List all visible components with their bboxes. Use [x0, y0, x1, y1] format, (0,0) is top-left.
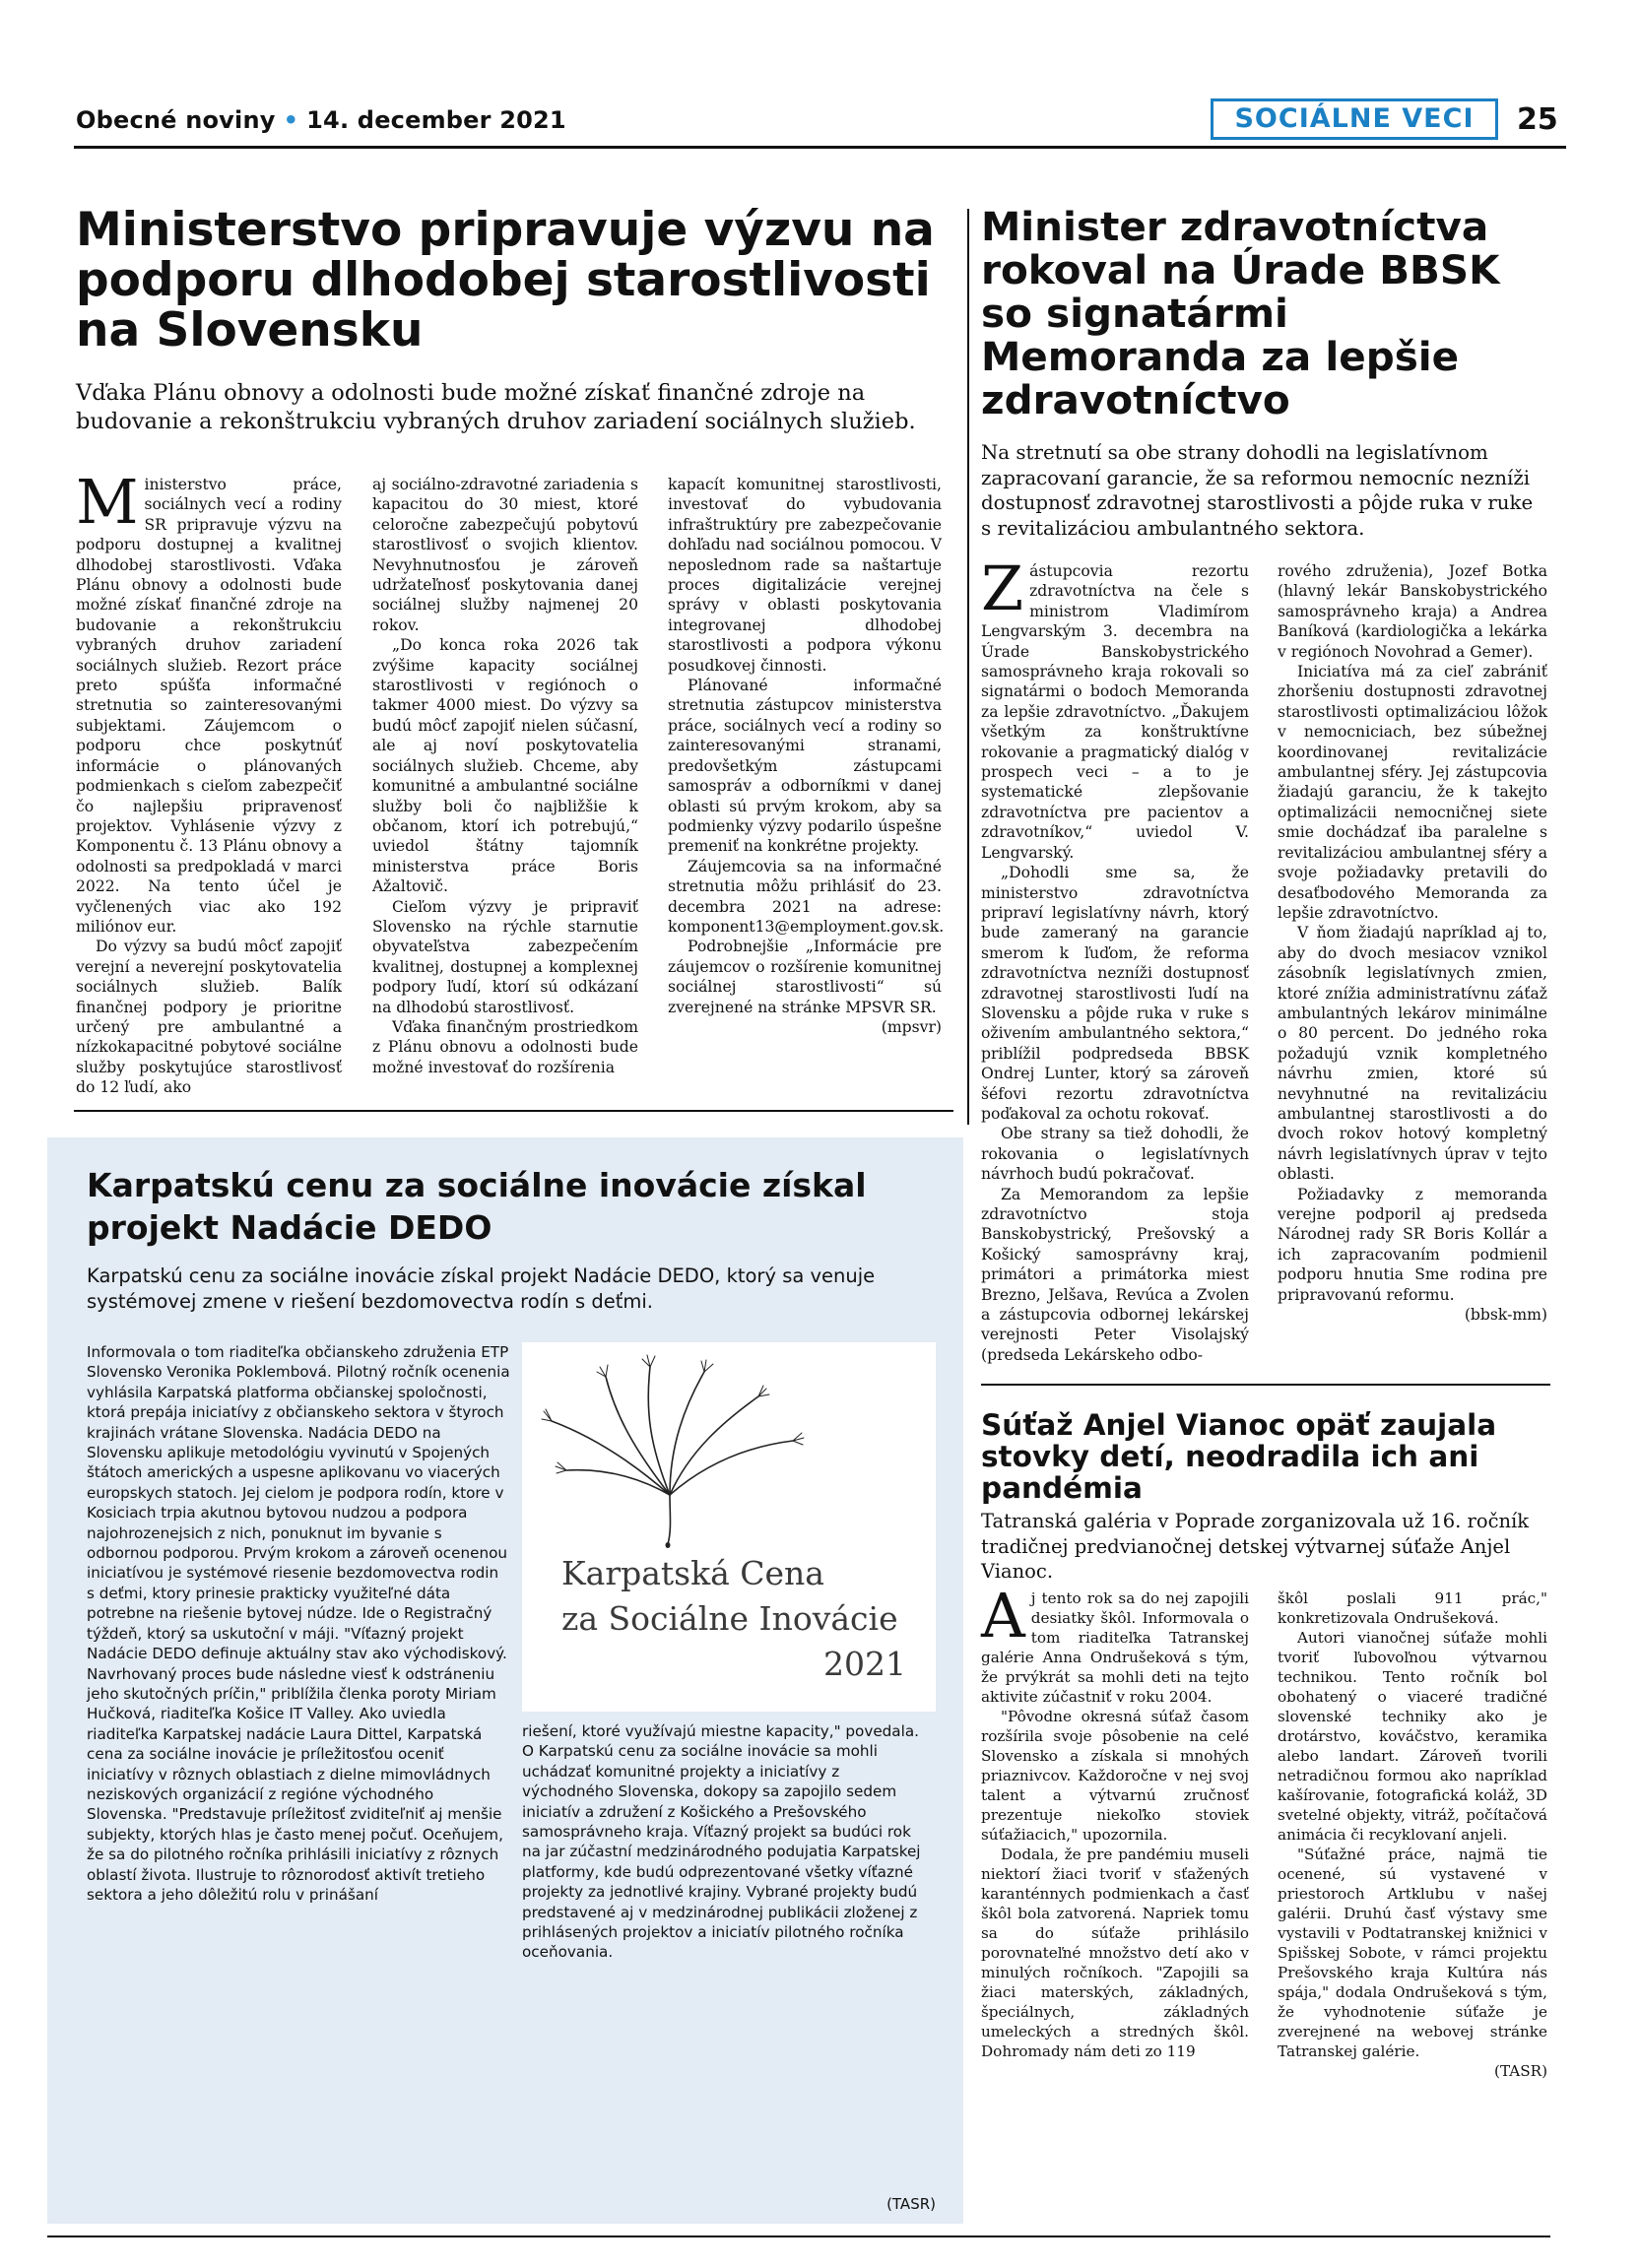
- article2-dropcap: Z: [981, 552, 1024, 624]
- article4-lead: Tatranská galéria v Poprade zorganizovala už 16. ročník tradičnej predvianočnej detskej výtvarnej súťaže Anjel Vianoc.: [981, 1510, 1530, 1583]
- article2-title: Minister zdravotníctva rokoval na Úrade BBSK so signatármi Memoranda za lepšie zdravotníctvo: [981, 203, 1500, 423]
- publication-name: Obecné noviny: [76, 106, 276, 134]
- article2-column-1: Zástupcovia rezortu zdravotníctva na čele s ministrom Vladimírom Lengvarským 3. decembra na Úrade Banskobystrického samosprávneho kraja rokovali so signatármi o bodoch Memoranda za lepšie zdravotníctvo. „Ďakujem všetkým za konštruktívne rokovanie a pragmatický dialóg v prospech veci – a to je systematické zlepšovanie zdravotníctva pre pacientov a zdravotníkov,“ uviedol V. Lengvarský. „Dohodli sme sa, že ministerstvo zdravotníctva pripraví legislatívny návrh, ktorý bude zameraný na garancie smerom k ľuďom, že reforma zdravotníctva nezníži dostupnosť zdravotnej starostlivosti ľudí na Slovensku a pôjde ruka v ruke s oživením ambulantného sektora,“ priblížil podpredseda BBSK Ondrej Lunter, ktorý sa zároveň šéfovi rezortu zdravotníctva poďakoval za ochotu rokovať. Obe strany sa tiež dohodli, že rokovania o legislatívnych návrhoch budú pokračovať. Za Memorandom za lepšie zdravotníctvo stoja Banskobystrický, Prešovský a Košický samosprávny kraj, primátori a primátorka miest Brezno, Jelšava, Revúca a Zvolen a zástupcovia odbornej lekárskej verejnosti Peter Visolajský (predseda Lekárskeho odbo-: [981, 552, 1249, 1364]
- article2-byline: (bbsk-mm): [1464, 1306, 1547, 1325]
- article1-dropcap: M: [76, 466, 139, 538]
- page-number: 25: [1517, 102, 1558, 137]
- article3-title: Karpatskú cenu za sociálne inovácie získal projekt Nadácie DEDO: [87, 1166, 867, 1247]
- section-badge: SOCIÁLNE VECI: [1211, 98, 1498, 140]
- article4-dropcap: A: [981, 1580, 1025, 1652]
- header-rule: [74, 146, 1566, 149]
- page-header: [76, 106, 566, 134]
- article4-column-1: Aj tento rok sa do nej zapojili desiatky škôl. Informovala o tom riaditeľka Tatranskej galérie Anna Ondrušeková s tým, že prvýkrát sa mohli deti na tejto aktivite zúčastniť v roku 2004. "Pôvodne okresná súťaž časom rozšírila svoje pôsobenie na celé Slovensko a získala si mnohých priaznivcov. Každoročne v nej svoj talent a výtvarnú zručnosť prezentuje niekoľko stoviek súťažiacich," upozornila. Dodala, že pre pandémiu museli niektorí žiaci tvoriť v sťažených karanténnych podmienkach a časť škôl bola zatvorená. Napriek tomu sa do súťaže prihlásilo porovnateľné množstvo detí ako v minulých ročníkoch. "Zapojili sa žiaci materských, základných, špeciálnych, základných umeleckých a stredných škôl. Dohromady nám deti zo 119: [981, 1580, 1249, 2060]
- page-bottom-rule: [47, 2236, 1550, 2237]
- article3-lead: Karpatskú cenu za sociálne inovácie získal projekt Nadácie DEDO, ktorý sa venuje systémovej zmene v riešení bezdomovectva rodín s deťmi.: [87, 1264, 876, 1313]
- article1-column-1: Ministerstvo práce, sociálnych vecí a rodiny SR pripravuje výzvu na podporu dostupnej a kvalitnej dlhodobej starostlivosti. Vďaka Plánu obnovy a odolnosti bude možné získať finančné zdroje na budovanie a rekonštrukciu vybraných druhov zariadení sociálnych služieb. Rezort práce preto spúšťa informačné stretnutia so zainteresovanými subjektami. Záujemcom o podporu chce poskytnúť informácie o plánovaných podmienkach s cieľom zabezpečiť čo najlepšiu pripravenosť projektov. Vyhlásenie výzvy z Komponentu č. 13 Plánu obnovy a odolnosti sa predpokladá v marci 2022. Na tento účel je vyčlenených viac ako 192 miliónov eur. Do výzvy sa budú môcť zapojiť verejní a neverejní poskytovatelia sociálnych služieb. Balík finančnej podpory je prioritne určený pre ambulantné a nízkokapacitné pobytové sociálne služby poskytujúce starostlivosť do 12 ľudí, ako: [76, 466, 342, 1097]
- article2-bottom-rule: [981, 1384, 1550, 1386]
- bullet-dot-icon: •: [283, 106, 299, 134]
- award-line-2: za Sociálne Inovácie: [561, 1599, 898, 1638]
- article2-column-2: rového združenia), Jozef Botka (hlavný lekár Banskobystrického samosprávneho kraja) a Andrea Baníková (kardiologička a lekárka v regiónoch Novohrad a Gemer). Iniciatíva má za cieľ zabrániť zhoršeniu dostupnosti zdravotnej starostlivosti optimalizáciou lôžok v nemocniciach, bez súbežnej koordinovanej revitalizácie ambulantnej sféry. Jej zástupcovia žiadajú garanciu, že k takejto optimalizácii nemocničnej siete smie dochádzať iba paralelne s revitalizáciou ambulantnej sféry a svoje požiadavky pretavili do desaťbodového Memoranda za lepšie zdravotníctvo. V ňom žiadajú napríklad aj to, aby do dvoch mesiacov vznikol zásobník legislatívnych zmien, ktoré znížia administratívnu záťaž ambulantných lekárov minimálne o 80 percent. Do jedného roka požadujú vznik kompletného návrhu zmien, ktoré sú nevyhnutné na revitalizáciu ambulantnej starostlivosti a do dvoch rokov hotový kompletný návrh legislatívnych úprav v tejto oblasti. Požiadavky z memoranda verejne podporil aj predseda Národnej rady SR Boris Kollár a ich zapracovaním podmienil podporu hnutia Sme rodina pre pripravovanú reformu. (bbsk-mm): [1278, 562, 1547, 1325]
- article1-lead: Vďaka Plánu obnovy a odolnosti bude možné získať finančné zdroje na budovanie a rekonštrukciu vybraných druhov zariadení sociálnych služieb.: [76, 380, 916, 434]
- article1-column-2: aj sociálno-zdravotné zariadenia s kapacitou do 30 miest, ktoré celoročne zabezpečujú pobytovú starostlivosť o svojich klientov. Nevyhnutnosťou je zároveň udržateľnosť poskytovania danej sociálnej služby najmenej 20 rokov. „Do konca roka 2026 tak zvýšime kapacity sociálnej starostlivosti v regiónoch o takmer 4000 miest. Do výzvy sa budú môcť zapojiť nielen súčasní, ale aj noví poskytovatelia sociálnych služieb. Chceme, aby komunitné a ambulantné sociálne služby boli čo najbližšie k občanom, ktorí ich potrebujú,“ uviedol štátny tajomník ministerstva práce Boris Ažaltovič. Cieľom výzvy je pripraviť Slovensko na rýchle starnutie obyvateľstva zabezpečením kvalitnej, dostupnej a komplexnej podpory ľudí, ktorí sú odkázaní na dlhodobú starostlivosť. Vďaka finančným prostriedkom z Plánu obnovu a odolnosti bude možné investovať do rozšírenia: [372, 476, 638, 1076]
- article1-column-3: kapacít komunitnej starostlivosti, investovať do vybudovania infraštruktúry pre zabezpečovanie dohľadu nad sociálnou pomocou. V neposlednom rade sa naštartuje proces digitalizácie verejnej správy v oblasti poskytovania integrovanej dlhodobej starostlivosti a podpora výkonu posudkovej činnosti. Plánované informačné stretnutia zástupcov ministerstva práce, sociálnych vecí a rodiny so zainteresovanými stranami, predovšetkým zástupcami samospráv a odborníkmi v danej oblasti sú prvým krokom, aby sa podmienky výzvy podarilo úspešne premeniť na konkrétne projekty. Záujemcovia sa na informačné stretnutia môžu prihlásiť do 23. decembra 2021 na adrese: komponent13@employment.gov.sk. Podrobnejšie „Informácie pre záujemcov o rozšírenie komunitnej sociálnej starostlivosti“ sú zverejnené na stránke MPSVR SR. (mpsvr): [668, 476, 945, 1036]
- award-line-1: Karpatská Cena: [561, 1554, 824, 1592]
- article3-column-1: Informovala o tom riaditeľka občianskeho združenia ETP Slovensko Veronika Poklembová. Pilotný ročník ocenenia vyhlásila Karpatská platforma občianskej spoločnosti, ktorá prepája iniciatívy z občianskeho sektora v štyroch krajinách vrátane Slovenska. Nadácia DEDO na Slovensku aplikuje metodológiu vyvinutú v Spojených štátoch amerických a uspesne aplikovanu vo viacerých europskych statoch. Jej cielom je podpora rodín, ktore v Kosiciach trpia akutnou bytovou nudzou a podpora najohrozenejsich z nich, ponuknut im byvanie s odbornou podporou. Prvým krokom a zároveň ocenenou iniciatívou je systémové riesenie bezdomovectva rodin s deťmi, ktory prinesie prakticky využiteľné dáta potrebne na riešenie bytovej núdze. Ide o Registračný týždeň, ktorý sa uskutoční v máji. "Víťazný projekt Nadácie DEDO definuje aktuálny stav ako východiskový. Navrhovaný proces bude následne viesť k odstráneniu jeho skutočných príčin," priblížila členka poroty Miriam Hučková, riaditeľka Košice IT Valley. Ako uviedla riaditeľka Karpatskej nadácie Laura Dittel, Karpatská cena za sociálne inovácie je príležitosťou oceniť iniciatívy v rôznych oblastiach z dielne mimovládnych neziskových organizácií z regióne východného Slovenska. "Predstavuje príležitosť zviditeľniť aj menšie subjekty, ktorých hlas je často menej počuť. Oceňujem, že sa do pilotného ročníka prihlásili iniciatívy z rôznych oblastí života. Ilustruje to rôznorodosť aktivít tretieho sektora a jeho dôležitú rolu v prinášaní: [87, 1343, 510, 1904]
- column-divider: [967, 209, 969, 1125]
- article1-title: Ministerstvo pripravuje výzvu na podporu dlhodobej starostlivosti na Slovensku: [76, 203, 935, 357]
- article4-column-2: škôl poslali 911 prác," konkretizovala Ondrušeková. Autori vianočnej súťaže mohli tvoriť ľubovoľnou výtvarnou technikou. Tento ročník bol obohatený o viaceré tradičné slovenské techniky ako je drotárstvo, kováčstvo, keramika alebo landart. Zároveň tvorili netradičnou formou ako napríklad kašírovanie, fotografická koláž, 3D svetelné objekty, vitráž, počítačová animácia či recyklovaní anjeli. "Súťažné práce, najmä tie ocenené, sú vystavené v priestoroch Artklubu v našej galérii. Druhú časť výstavy sme vystavili v Podtatranskej knižnici v Spišskej Sobote, v rámci projektu Prešovského kraja Kultúra nás spája," dodala Ondrušeková s tým, že vyhodnotenie súťaže je zverejnené na webovej stránke Tatranskej galérie. (TASR): [1278, 1589, 1547, 2080]
- article4-title: Súťaž Anjel Vianoc opäť zaujala stovky detí, neodradila ich ani pandémia: [981, 1408, 1497, 1505]
- award-image: [522, 1342, 936, 1712]
- article1-byline: (mpsvr): [881, 1017, 942, 1036]
- article1-bottom-rule: [74, 1110, 953, 1112]
- award-line-3: 2021: [823, 1645, 906, 1683]
- dandelion-seed-illustration: [522, 1342, 936, 1549]
- article3-column-2: riešení, ktoré využívajú miestne kapacity," povedala. O Karpatskú cenu za sociálne inovácie sa mohli uchádzať komunitné projekty a iniciatívy z východného Slovenska, dokopy sa zapojilo sedem iniciatív a združení z Košického a Prešovského samosprávneho kraja. Víťazný projekt sa budúci rok na jar zúčastní medzinárodného podujatia Karpatskej platformy, kde budú odprezentované všetky víťazné projekty za jednotlivé krajiny. Vybrané projekty budú predstavené aj v medzinárodnej publikácii zloženej z prihlásených projektov a iniciatív pilotného ročníka oceňovania.: [522, 1722, 921, 1962]
- article2-lead: Na stretnutí sa obe strany dohodli na legislatívnom zapracovaní garancie, že sa reformou nemocníc nezníži dostupnosť zdravotnej starostlivosti a pôjde ruka v ruke s revitalizáciou ambulantného sektora.: [981, 441, 1534, 540]
- issue-date: 14. december 2021: [306, 106, 566, 134]
- article3-byline: (TASR): [886, 2195, 936, 2213]
- article4-byline: (TASR): [1494, 2062, 1547, 2080]
